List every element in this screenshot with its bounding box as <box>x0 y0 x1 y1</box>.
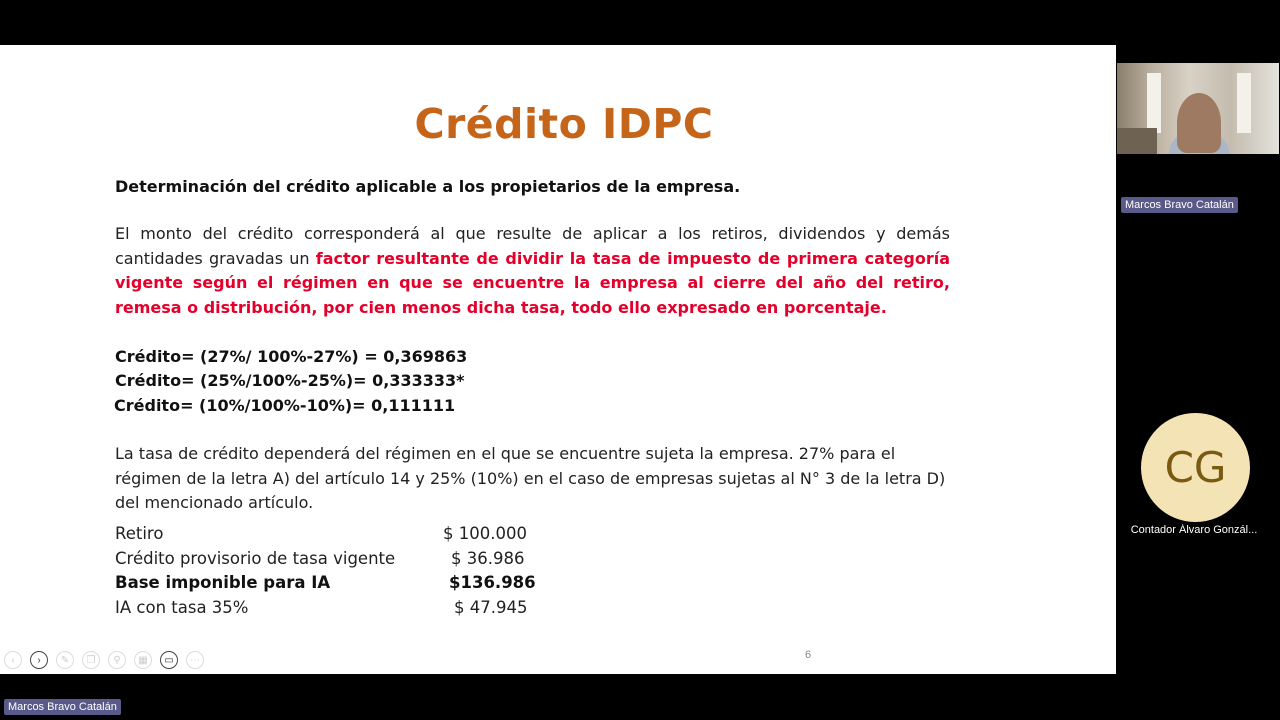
paragraph-normal-text: El monto del crédito corresponderá al que resulte de aplicar a los retiros, dividendos y demás cantidades gravadas un <box>115 224 950 268</box>
calc-value: $ 36.986 <box>451 549 525 568</box>
more-icon[interactable]: ⋯ <box>186 651 204 669</box>
presentation-slide <box>0 45 1116 674</box>
window <box>1237 73 1251 133</box>
zoom-icon[interactable]: ⚲ <box>108 651 126 669</box>
calc-label: Retiro <box>115 524 164 543</box>
calc-value: $ 100.000 <box>443 524 527 543</box>
play-icon[interactable]: › <box>30 651 48 669</box>
participant-name: Contador Álvaro Gonzál... <box>1130 524 1258 536</box>
sofa <box>1117 128 1157 154</box>
calc-label: Base imponible para IA <box>115 573 331 592</box>
calc-value: $136.986 <box>449 573 536 592</box>
speaker-video <box>1117 63 1279 154</box>
slide-title: Crédito IDPC <box>414 100 714 148</box>
prev-icon[interactable]: ‹ <box>4 651 22 669</box>
formula-27: Crédito= (27%/ 100%-27%) = 0,369863 <box>115 347 468 366</box>
calc-value: $ 47.945 <box>454 598 528 617</box>
formula-25: Crédito= (25%/100%-25%)= 0,333333* <box>115 371 465 390</box>
calc-label: IA con tasa 35% <box>115 598 249 617</box>
paragraph-tax-rate: La tasa de crédito dependerá del régimen en el que se encuentre sujeta la empresa. 27% para el régimen de la letra A) del artículo 14 y 25% (10%) en el caso de empresas sujetas al N° 3 de la letra D) del mencionado artículo. <box>115 444 946 513</box>
paragraph-highlight-text: factor resultante de dividir la tasa de impuesto de primera categoría vigente según el régimen en que se encuentre la empresa al cierre del año del retiro, remesa o distribución, por cien menos dicha tasa, todo ello expresado en porcentaje. <box>115 248 951 318</box>
presenter-name-tag: Marcos Bravo Catalán <box>4 699 121 715</box>
page-number: 6 <box>805 649 812 661</box>
calc-label: Crédito provisorio de tasa vigente <box>115 549 396 568</box>
speaker-name-tag: Marcos Bravo Catalán <box>1121 197 1238 213</box>
slide-subtitle: Determinación del crédito aplicable a los propietarios de la empresa. <box>115 177 741 196</box>
slide-toolbar <box>4 651 204 669</box>
copy-icon[interactable]: ❐ <box>82 651 100 669</box>
grid-icon[interactable]: ▦ <box>134 651 152 669</box>
participant-avatar[interactable]: CG <box>1141 413 1250 522</box>
video-icon[interactable]: ▭ <box>160 651 178 669</box>
paragraph-credit-amount <box>115 222 950 321</box>
pen-icon[interactable]: ✎ <box>56 651 74 669</box>
speaker-face <box>1177 93 1221 153</box>
formula-10: Crédito= (10%/100%-10%)= 0,111111 <box>114 396 456 415</box>
window <box>1147 73 1161 133</box>
